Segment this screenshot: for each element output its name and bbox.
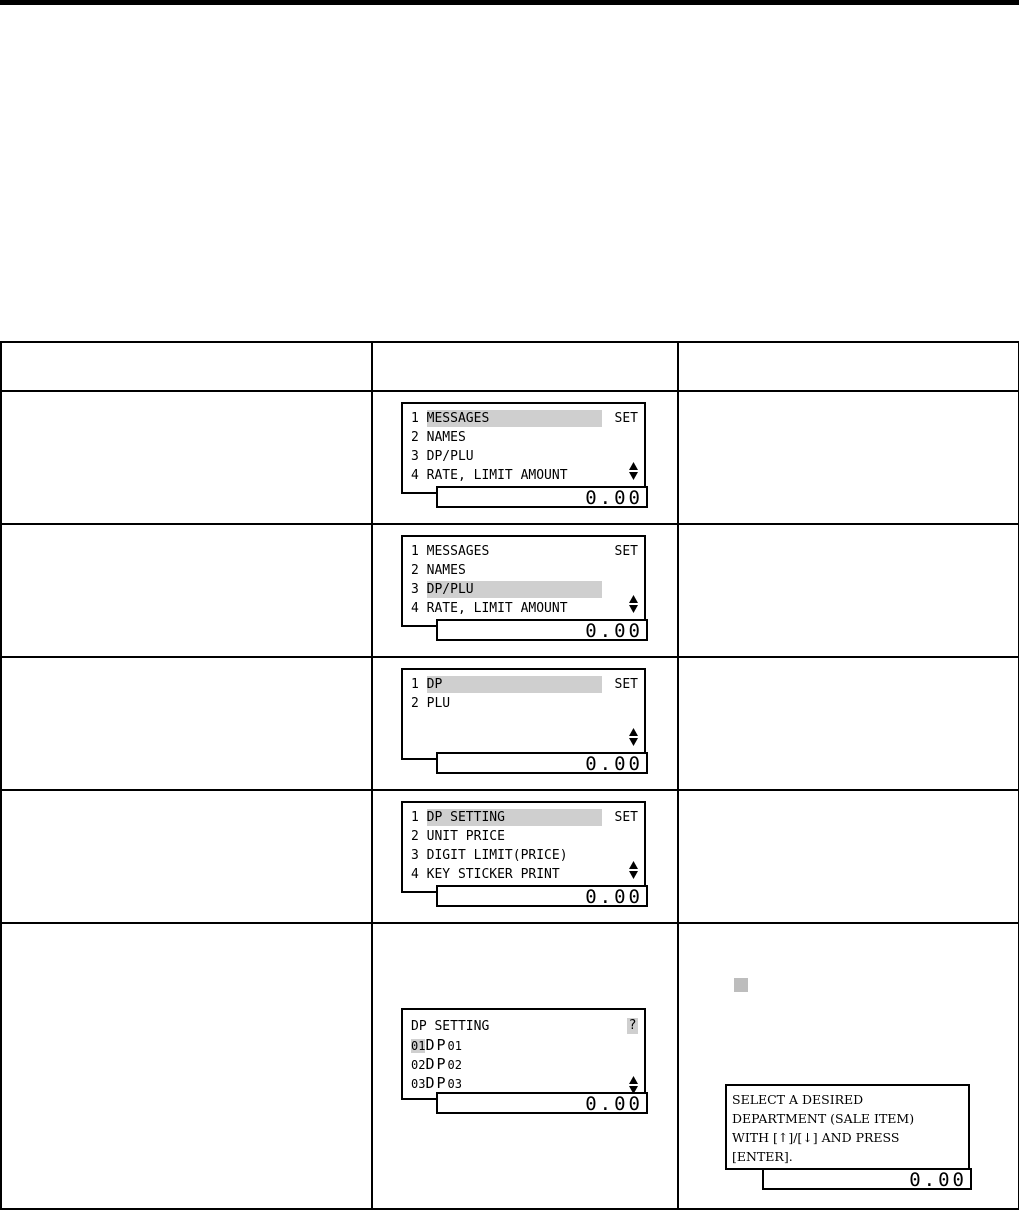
procedure-cell (1, 524, 372, 657)
table-row (1, 923, 1019, 1209)
table-row (1, 524, 1019, 657)
menu-line: 1 DP SETTING (411, 809, 602, 826)
menu-line: 4 RATE, LIMIT AMOUNT (411, 468, 568, 483)
notes-cell (678, 391, 1019, 524)
table-row (1, 391, 1019, 524)
lcd-screen (401, 801, 646, 909)
display-cell (372, 657, 678, 790)
menu-line: 1 MESSAGES (411, 544, 490, 559)
dp-item: 03DP03 (411, 1074, 462, 1092)
set-label: SET (614, 411, 638, 426)
menu-line: 2 PLU (411, 696, 451, 711)
help-line: SELECT A DESIRED (732, 1092, 864, 1107)
amount-display: 0.00 (436, 619, 648, 641)
highlight-swatch (734, 978, 748, 992)
up-down-arrow-icon (629, 462, 638, 480)
notes-cell (678, 790, 1019, 923)
header-cell-display (372, 342, 678, 391)
header-cell-procedure (1, 342, 372, 391)
display-cell (372, 391, 678, 524)
help-line: [ENTER]. (732, 1149, 793, 1164)
table-row (1, 657, 1019, 790)
set-label: SET (614, 810, 638, 825)
lcd-screen (401, 402, 646, 510)
up-down-arrow-icon (629, 595, 638, 613)
procedure-cell (1, 923, 372, 1209)
help-mark: ? (628, 1018, 637, 1033)
set-label: SET (614, 544, 638, 559)
notes-cell (678, 657, 1019, 790)
dp-item: 02DP02 (411, 1055, 462, 1073)
amount-display: 0.00 (436, 1092, 648, 1114)
screen-title: DP SETTING (411, 1019, 490, 1034)
amount-display: 0.00 (436, 752, 648, 774)
menu-line: 3 DIGIT LIMIT(PRICE) (411, 848, 568, 863)
display-cell (372, 790, 678, 923)
table-header-row (1, 342, 1019, 391)
notes-cell (678, 923, 1019, 1209)
amount-display: 0.00 (436, 486, 648, 508)
lcd-screen (401, 535, 646, 643)
set-label: SET (614, 677, 638, 692)
procedure-cell (1, 391, 372, 524)
table-row (1, 790, 1019, 923)
dp-item: 01DP01 (411, 1036, 462, 1054)
lcd-screen (401, 1008, 646, 1116)
procedure-cell (1, 790, 372, 923)
lcd-screen (401, 668, 646, 776)
procedure-table (0, 341, 1019, 1210)
menu-line: 2 UNIT PRICE (411, 829, 505, 844)
display-cell (372, 923, 678, 1209)
help-line: DEPARTMENT (SALE ITEM) (732, 1111, 915, 1126)
help-screen (725, 1084, 970, 1191)
header-cell-notes (678, 342, 1019, 391)
menu-line: 4 RATE, LIMIT AMOUNT (411, 601, 568, 616)
menu-line: 3 DP/PLU (411, 581, 602, 598)
display-cell (372, 524, 678, 657)
up-down-arrow-icon (629, 861, 638, 879)
amount-display: 0.00 (436, 885, 648, 907)
top-rule (0, 0, 1019, 5)
menu-line: 3 DP/PLU (411, 449, 474, 464)
procedure-cell (1, 657, 372, 790)
help-line: WITH [↑]/[↓] AND PRESS (732, 1130, 900, 1145)
amount-display: 0.00 (762, 1168, 972, 1190)
menu-line: 2 NAMES (411, 430, 466, 445)
notes-cell (678, 524, 1019, 657)
up-down-arrow-icon (629, 728, 638, 746)
menu-line: 4 KEY STICKER PRINT (411, 867, 560, 882)
menu-line: 1 MESSAGES (411, 410, 602, 427)
menu-line: 1 DP (411, 676, 602, 693)
menu-line: 2 NAMES (411, 563, 466, 578)
